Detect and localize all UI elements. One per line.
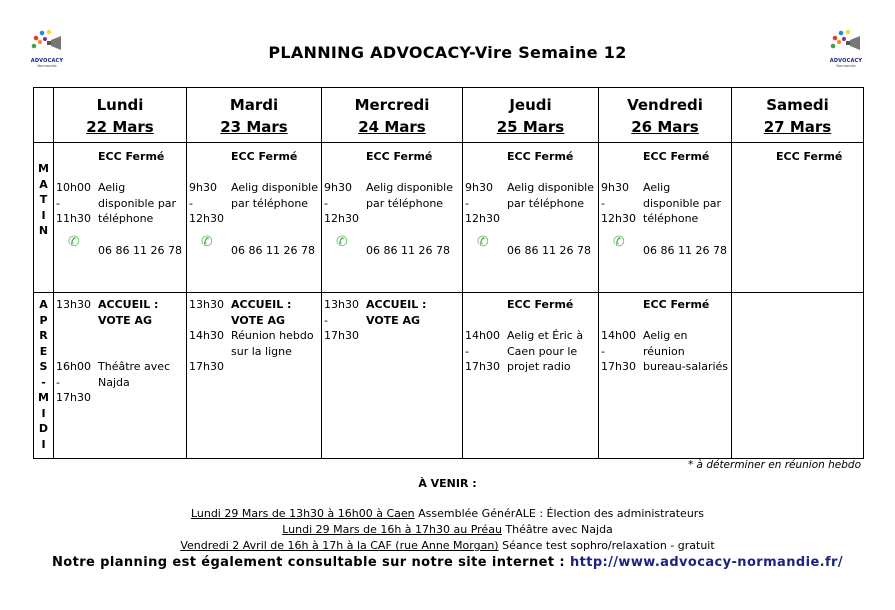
day-header-mardi: Mardi 23 Mars	[187, 88, 322, 143]
header-row	[34, 88, 864, 143]
apresmidi-jeudi: ECC Fermé 14h00 - 17h30 Aelig et Éric à Caen pour le projet radio	[463, 293, 599, 459]
day-header-samedi: Samedi 27 Mars	[732, 88, 864, 143]
advocacy-logo-left: ADVOCACY Normandie	[25, 28, 69, 68]
apresmidi-mardi: 13h30 ACCUEIL : VOTE AG 14h30 Réunion hebdo sur la ligne 17h30	[187, 293, 322, 459]
a-venir-heading: À VENIR :	[418, 477, 477, 490]
matin-samedi: ECC Fermé	[732, 143, 864, 293]
advocacy-logo-right: ADVOCACY Normandie	[824, 28, 868, 68]
phone-icon: ✆	[68, 234, 80, 250]
matin-mercredi: ECC Fermé 9h30 - 12h30 Aelig disponible par téléphone ✆ 06 86 11 26 78	[322, 143, 463, 293]
apresmidi-vendredi: ECC Fermé 14h00 - 17h30 Aelig en réunion bureau-salariés	[599, 293, 732, 459]
matin-row	[34, 143, 864, 293]
page-title: PLANNING ADVOCACY-Vire Semaine 12	[268, 43, 627, 62]
phone-icon: ✆	[477, 234, 489, 250]
corner-cell	[34, 88, 54, 143]
matin-mardi: ECC Fermé 9h30 - 12h30 Aelig disponible par téléphone ✆ 06 86 11 26 78	[187, 143, 322, 293]
event-line: Lundi 29 Mars de 13h30 à 16h00 à Caen Assemblée GénérALE : Élection des administrateurs	[190, 507, 705, 520]
phone-icon: ✆	[613, 234, 625, 250]
event-line: Lundi 29 Mars de 16h à 17h30 au Préau Théâtre avec Najda	[282, 523, 613, 536]
day-header-mercredi: Mercredi 24 Mars	[322, 88, 463, 143]
day-header-jeudi: Jeudi 25 Mars	[463, 88, 599, 143]
matin-vendredi: ECC Fermé 9h30 - 12h30 Aelig disponible par téléphone ✆ 06 86 11 26 78	[599, 143, 732, 293]
planning-table	[33, 87, 864, 459]
day-header-vendredi: Vendredi 26 Mars	[599, 88, 732, 143]
matin-jeudi: ECC Fermé 9h30 - 12h30 Aelig disponible par téléphone ✆ 06 86 11 26 78	[463, 143, 599, 293]
apresmidi-samedi	[732, 293, 864, 459]
apresmidi-label: A P R E S - M I D I	[34, 293, 54, 459]
website-link[interactable]: http://www.advocacy-normandie.fr/	[569, 555, 844, 570]
matin-label: M A T I N	[34, 143, 54, 293]
footnote: * à déterminer en réunion hebdo	[687, 459, 861, 471]
phone-icon: ✆	[201, 234, 213, 250]
day-header-lundi: Lundi 22 Mars	[54, 88, 187, 143]
apresmidi-mercredi: 13h30 - 17h30 ACCUEIL : VOTE AG	[322, 293, 463, 459]
apresmidi-row	[34, 293, 864, 459]
matin-lundi: ECC Fermé 10h00 - 11h30 Aelig disponible par téléphone ✆ 06 86 11 26 78	[54, 143, 187, 293]
apresmidi-lundi: 13h30 ACCUEIL : VOTE AG 16h00 - 17h30 Théâtre avec Najda	[54, 293, 187, 459]
footer: Notre planning est également consultable sur notre site internet : http://www.advocacy-normandie.fr/	[51, 555, 844, 570]
phone-icon: ✆	[336, 234, 348, 250]
event-line: Vendredi 2 Avril de 16h à 17h à la CAF (rue Anne Morgan) Séance test sophro/relaxation - gratuit	[180, 539, 715, 552]
